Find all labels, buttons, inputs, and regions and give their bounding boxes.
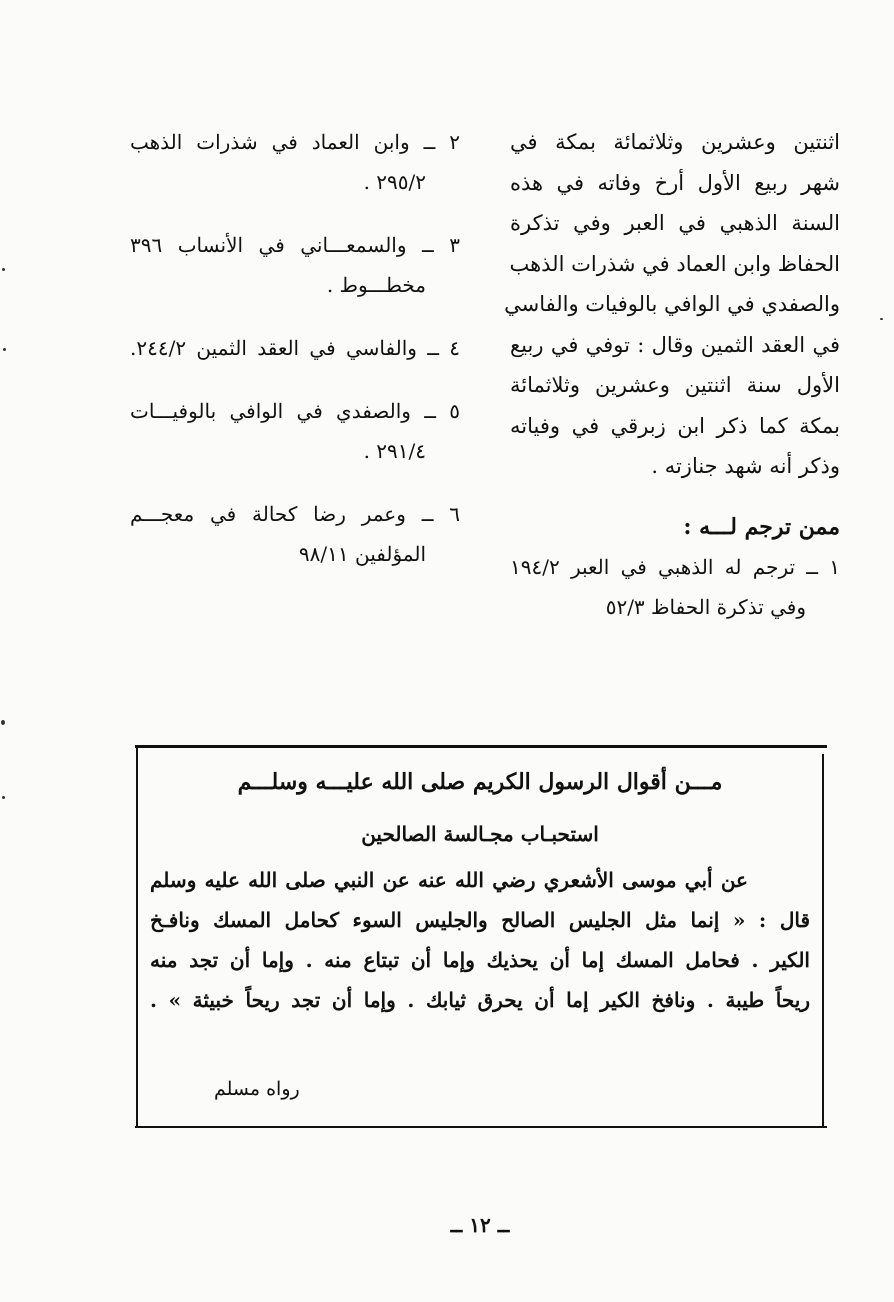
source-line: ٦ ــ وعمر رضا كحالة في معجـــم xyxy=(130,502,460,526)
source-item-4 xyxy=(130,328,460,368)
page-number: ــ ١٢ ــ xyxy=(450,1213,510,1237)
body-line: في العقد الثمين وقال : توفي في ربيع xyxy=(510,332,840,357)
body-line: وذكر أنه شهد جنازته . xyxy=(651,454,840,478)
source-item-3 xyxy=(130,225,460,305)
box-title: مـــن أقوال الرسول الكريم صلى الله عليـــه وسلـــم xyxy=(237,769,723,795)
biographers-heading: ممن ترجم لـــه : xyxy=(683,513,840,540)
source-line: ٥ ــ والصفدي في الوافي بالوفيـــات xyxy=(130,399,460,423)
box-left-border xyxy=(136,748,138,1126)
scan-speck xyxy=(2,268,5,271)
biography-source-1 xyxy=(510,547,840,627)
body-line: اثنتين وعشرين وثلاثمائة بمكة في xyxy=(510,130,840,154)
body-line: شهر ربيع الأول أرخ وفاته في هذه xyxy=(510,170,840,195)
hadith-line: قال : « إنما مثل الجليس الصالح والجليس السوء كحامل المسك ونافـخ xyxy=(150,908,810,932)
narrator-attribution: رواه مسلم xyxy=(214,1078,300,1100)
source-line: ٢٩٥/٢ . xyxy=(363,170,426,194)
source-line: ٢٩١/٤ . xyxy=(363,439,426,463)
source-line: ٢ ــ وابن العماد في شذرات الذهب xyxy=(130,130,460,154)
scan-speck xyxy=(2,796,5,799)
source-line: ٣ ــ والسمعـــاني في الأنساب ٣٩٦ xyxy=(130,233,460,257)
hadith-line: عن أبي موسى الأشعري رضي الله عنه عن النبي صلى الله عليه وسلم xyxy=(150,868,748,892)
body-line: والصفدي في الوافي بالوفيات والفاسي xyxy=(504,292,840,316)
scan-speck xyxy=(1,720,5,725)
source-item-5 xyxy=(130,391,460,471)
source-item-6 xyxy=(130,494,460,574)
scan-speck xyxy=(3,348,6,351)
sources-column xyxy=(130,122,460,574)
scan-speck xyxy=(880,318,883,320)
box-bottom-rule xyxy=(135,1126,827,1128)
box-subtitle: استحبـاب مجـالسة الصالحين xyxy=(361,822,599,846)
source-line: ٤ ــ والفاسي في العقد الثمين ٢٤٤/٢. xyxy=(130,336,460,360)
box-top-rule xyxy=(135,745,827,748)
main-text-column xyxy=(504,122,840,627)
body-line: الأول سنة اثنتين وعشرين وثلاثمائة xyxy=(510,373,840,397)
hadith-box xyxy=(150,760,810,1020)
hadith-line: الكير . فحامل المسك إما أن يحذيك وإما أن تبتاع منه . وإما أن تجد منه xyxy=(150,948,810,972)
biography-source-line: وفي تذكرة الحفاظ ٥٢/٣ xyxy=(605,594,806,619)
biography-source-line: ١ ــ ترجم له الذهبي في العبر ١٩٤/٢ xyxy=(510,554,840,579)
source-line: مخطـــوط . xyxy=(326,273,426,297)
box-right-border xyxy=(822,754,824,1126)
source-item-2 xyxy=(130,122,460,202)
body-line: بمكة كما ذكر ابن زبرقي في وفياته xyxy=(510,413,840,438)
body-line: الحفاظ وابن العماد في شذرات الذهب xyxy=(509,251,840,276)
source-line: المؤلفين ٩٨/١١ xyxy=(298,542,426,566)
body-line: السنة الذهبي في العبر وفي تذكرة xyxy=(510,211,840,235)
hadith-line: ريحاً طيبة . ونافخ الكير إما أن يحرق ثيابك . وإما أن تجد ريحاً خبيثة » . xyxy=(150,988,810,1012)
